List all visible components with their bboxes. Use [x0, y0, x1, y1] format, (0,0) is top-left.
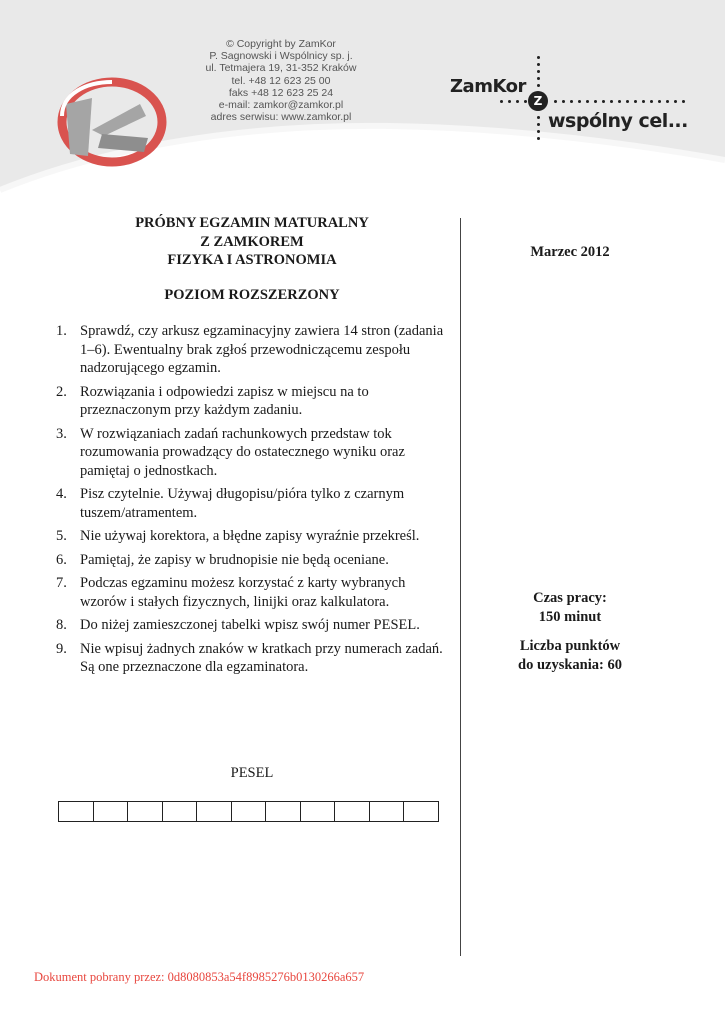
work-time-value: 150 minut — [538, 608, 602, 625]
instruction-item: 2. Rozwiązania i odpowiedzi zapisz w miejscu na to przeznaczonym przy każdym zadaniu. — [56, 383, 369, 418]
dotted-vertical-decoration — [537, 56, 540, 87]
address-line: ul. Tetmajera 19, 31-352 Kraków — [205, 62, 357, 75]
pesel-digit-box[interactable] — [163, 801, 198, 822]
website-line: adres serwisu: www.zamkor.pl — [210, 111, 352, 124]
max-points-value: do uzyskania: 60 — [518, 656, 622, 673]
pesel-digit-box[interactable] — [301, 801, 336, 822]
brand-slogan: wspólny cel... — [548, 110, 688, 132]
instruction-item: 8. Do niżej zamieszczonej tabelki wpisz swój numer PESEL. — [56, 617, 420, 633]
pesel-label: PESEL — [230, 765, 274, 781]
copyright-line: © Copyright by ZamKor — [226, 38, 336, 50]
work-time-info — [470, 589, 670, 626]
instruction-item: 3. W rozwiązaniach zadań rachunkowych przedstaw tok rozumowania prowadzący do ostatecznego wyniku oraz pamiętaj o jednostkach. — [56, 425, 405, 479]
instruction-item: 9. Nie wpisuj żadnych znaków w kratkach przy numerach zadań. Są one przeznaczone dla egzaminatora. — [56, 640, 443, 675]
download-footer: Dokument pobrany przez: 0d8080853a54f8985276b0130266a657 — [34, 970, 365, 984]
instruction-item: 1. Sprawdź, czy arkusz egzaminacyjny zawiera 14 stron (zadania 1–6). Ewentualny brak zgłoś przewodniczącemu zespołu nadzorującego egzamin. — [56, 323, 444, 376]
zamkor-wordmark-logo — [450, 76, 712, 146]
copyright-block — [196, 38, 366, 123]
brand-badge-icon: Z — [528, 91, 548, 111]
exam-level: POZIOM ROZSZERZONY — [164, 287, 340, 303]
company-name-line: P. Sagnowski i Wspólnicy sp. j. — [209, 50, 353, 63]
instructions-list — [56, 322, 448, 682]
dotted-line-decoration — [554, 100, 685, 103]
exam-date: Marzec 2012 — [530, 244, 610, 260]
phone-line: tel. +48 12 623 25 00 — [231, 74, 331, 87]
pesel-digit-box[interactable] — [335, 801, 370, 822]
fax-line: faks +48 12 623 25 24 — [228, 86, 334, 99]
work-time-label: Czas pracy: — [533, 590, 607, 606]
pesel-digit-box[interactable] — [232, 801, 267, 822]
instruction-item: 4. Pisz czytelnie. Używaj długopisu/pióra tylko z czarnym tuszem/atramentem. — [56, 486, 405, 521]
pesel-digit-box[interactable] — [197, 801, 232, 822]
email-line: e-mail: zamkor@zamkor.pl — [218, 99, 344, 112]
column-divider — [460, 218, 461, 956]
pesel-digit-box[interactable] — [370, 801, 405, 822]
instruction-item: 5. Nie używaj korektora, a błędne zapisy wyraźnie przekreśl. — [56, 528, 420, 544]
exam-title — [56, 214, 448, 270]
brand-name: ZamKor — [450, 76, 526, 97]
pesel-digit-box[interactable] — [404, 801, 439, 822]
exam-subject: FIZYKA I ASTRONOMIA — [167, 252, 337, 268]
exam-title-line: PRÓBNY EGZAMIN MATURALNY — [135, 215, 369, 231]
pesel-digit-box[interactable] — [266, 801, 301, 822]
dotted-vertical-decoration-lower — [537, 116, 540, 140]
pesel-digit-box[interactable] — [94, 801, 129, 822]
dotted-line-decoration-left — [500, 100, 527, 103]
max-points-info — [470, 637, 670, 674]
pesel-grid — [58, 801, 439, 822]
max-points-label: Liczba punktów — [519, 638, 621, 654]
instruction-item: 6. Pamiętaj, że zapisy w brudnopisie nie będą oceniane. — [56, 551, 389, 568]
pesel-digit-box[interactable] — [59, 801, 94, 822]
zamkor-emblem-logo — [56, 76, 168, 168]
exam-title-line: Z ZAMKOREM — [200, 233, 304, 250]
pesel-digit-box[interactable] — [128, 801, 163, 822]
instruction-item: 7. Podczas egzaminu możesz korzystać z karty wybranych wzorów i stałych fizycznych, linijki oraz kalkulatora. — [56, 575, 406, 610]
